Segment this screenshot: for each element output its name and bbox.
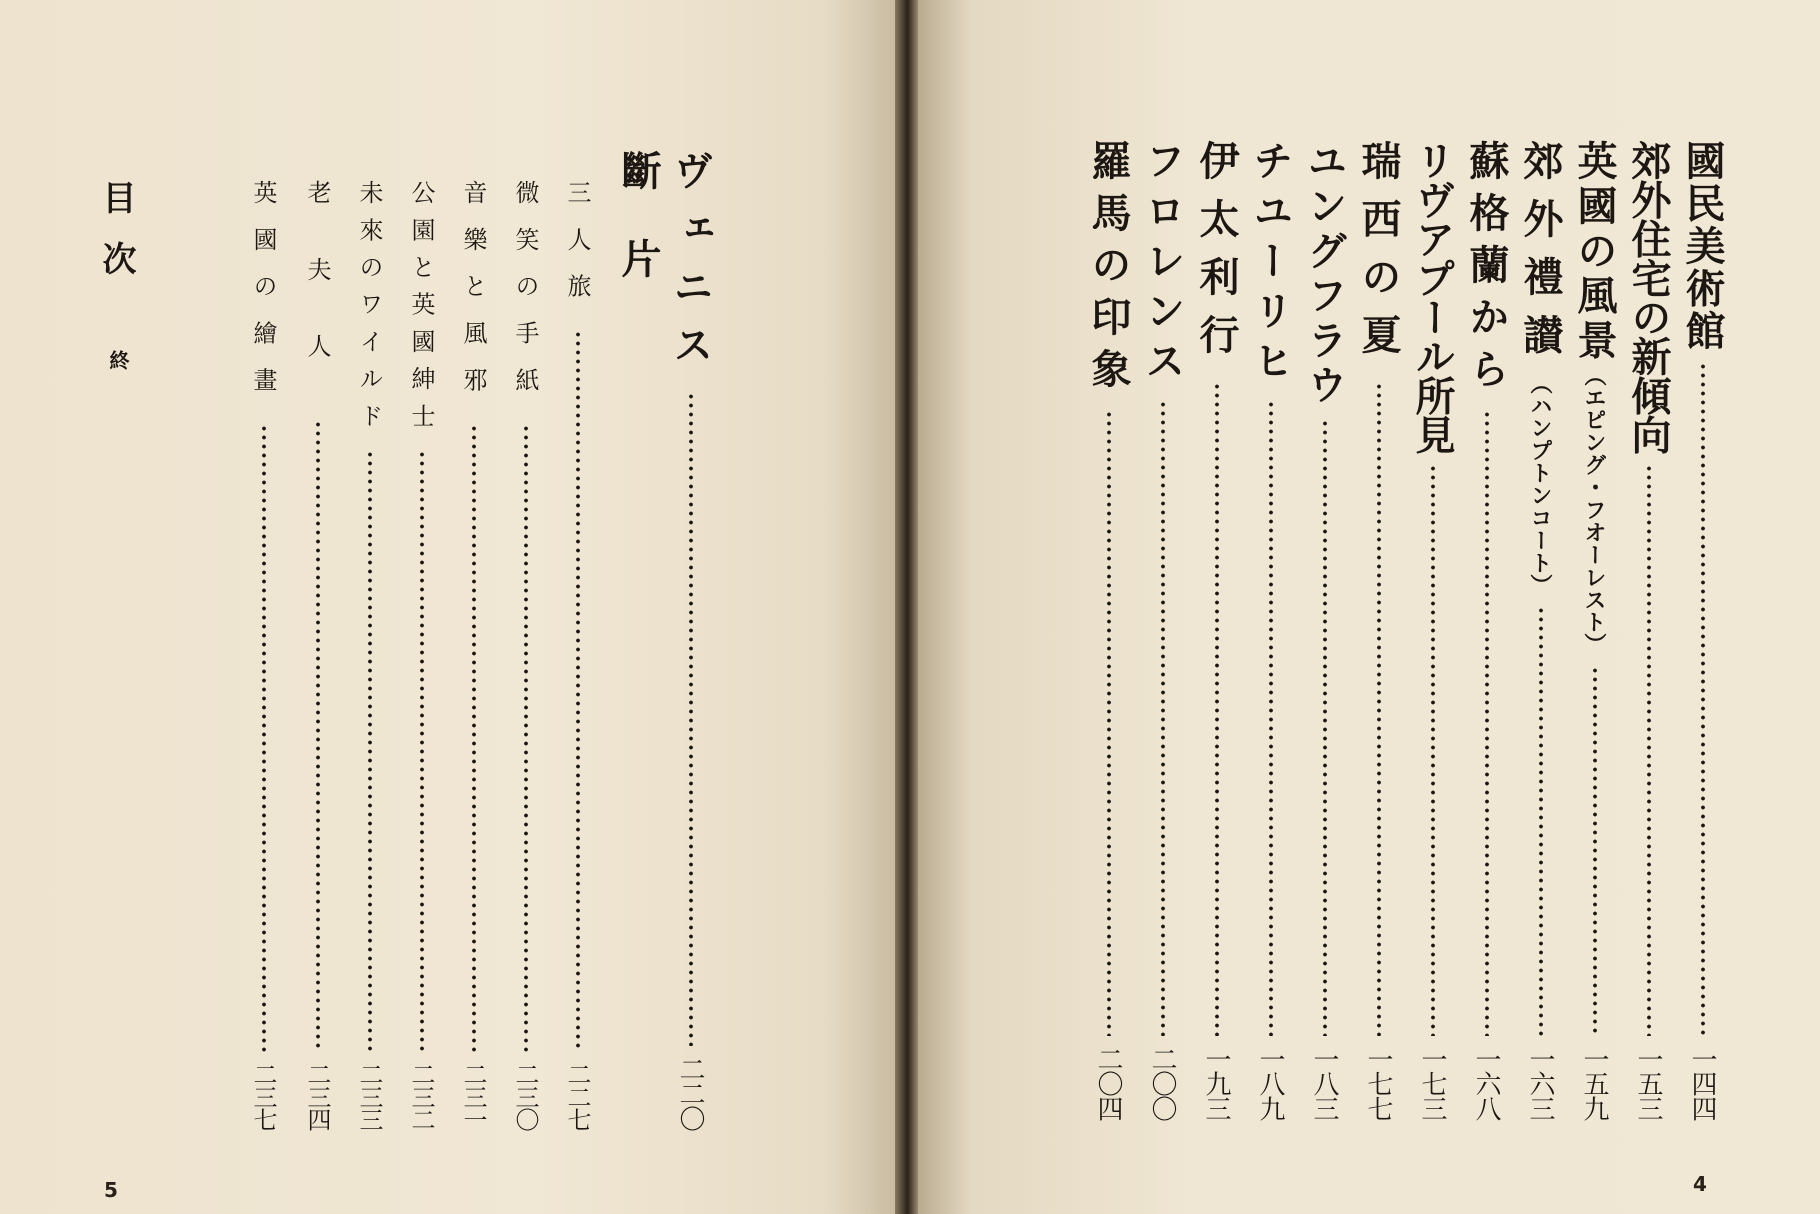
toc-heading-sub-text: 終 xyxy=(106,350,130,370)
toc-entry xyxy=(1134,140,1191,1120)
toc-entry-page: 一五三 xyxy=(1633,1045,1663,1120)
dot-leader xyxy=(316,420,320,1051)
book-gutter xyxy=(895,0,918,1214)
toc-entry xyxy=(1080,140,1137,1120)
toc-entry xyxy=(1404,140,1461,1120)
dot-leader xyxy=(1215,382,1219,1036)
toc-section-title: 斷片 xyxy=(615,150,662,326)
toc-entry-page: 一六三 xyxy=(1525,1045,1555,1120)
toc-entry-page: 二〇四 xyxy=(1093,1045,1123,1120)
toc-entry-title: 國民美術館 xyxy=(1679,140,1726,352)
dot-leader xyxy=(524,424,528,1052)
toc-entry-page: 二〇〇 xyxy=(1147,1045,1177,1120)
toc-entry-title: フロレンス xyxy=(1139,140,1186,390)
toc-entry-page: 二三七 xyxy=(249,1061,277,1130)
toc-entry-subtitle: （エピング・フオーレスト） xyxy=(1581,364,1607,656)
toc-heading-text: 目次 xyxy=(96,180,136,303)
toc-entry xyxy=(1512,140,1569,1120)
dot-leader xyxy=(1593,666,1597,1036)
toc-entry-page: 一六八 xyxy=(1471,1045,1501,1120)
toc-entry-title: 蘇格蘭から xyxy=(1463,140,1510,400)
toc-entry xyxy=(1620,140,1677,1120)
toc-heading-sub xyxy=(104,350,133,370)
toc-entry-title: 羅馬の印象 xyxy=(1085,140,1132,400)
toc-entry-title: 郊外禮讃 xyxy=(1517,140,1564,372)
dot-leader xyxy=(1431,464,1435,1036)
dot-leader xyxy=(1701,362,1705,1036)
dot-leader xyxy=(1377,382,1381,1036)
toc-entry-page: 二二〇 xyxy=(675,1055,705,1130)
dot-leader xyxy=(1269,400,1273,1036)
toc-entry-page: 二三二 xyxy=(407,1061,435,1130)
toc-entry-page: 一四四 xyxy=(1687,1045,1717,1120)
toc-entry-title: 英國の風景 xyxy=(1571,140,1618,364)
dot-leader xyxy=(576,330,580,1051)
toc-entry-title: 伊太利行 xyxy=(1193,140,1240,372)
toc-entry-title: 微笑の手紙 xyxy=(511,180,539,414)
dot-leader xyxy=(1323,419,1327,1036)
toc-entry-page: 一八九 xyxy=(1255,1045,1285,1120)
toc-entry-page: 一九三 xyxy=(1201,1045,1231,1120)
toc-entry-title: ユングフラウ xyxy=(1301,140,1348,409)
toc-entry-subtitle: （ハンプトンコート） xyxy=(1527,372,1553,597)
toc-entry xyxy=(508,180,543,1130)
toc-entry-page: 二三四 xyxy=(303,1061,331,1130)
right-page xyxy=(918,0,1820,1214)
toc-entry xyxy=(662,150,719,1130)
toc-entry-title: 老夫人 xyxy=(303,180,331,411)
toc-entry xyxy=(1674,140,1731,1120)
dot-leader xyxy=(1161,400,1165,1036)
toc-entry-title: 未來のワイルド xyxy=(355,180,383,441)
toc-entry-page: 一七三 xyxy=(1417,1045,1447,1120)
dot-leader xyxy=(262,424,266,1052)
toc-entry xyxy=(1188,140,1245,1120)
toc-entry-title: 郊外住宅の新傾向 xyxy=(1625,140,1672,454)
toc-entry-page: 二二七 xyxy=(563,1061,591,1130)
toc-entry xyxy=(1242,140,1299,1120)
toc-entry-title: 三人旅 xyxy=(563,180,591,321)
dot-leader xyxy=(472,424,476,1052)
dot-leader xyxy=(1107,410,1111,1036)
toc-entry xyxy=(1458,140,1515,1120)
toc-entry-title: 公園と英國紳士 xyxy=(407,180,435,441)
toc-entry-title: チユーリヒ xyxy=(1247,140,1294,390)
toc-entry-title: 瑞西の夏 xyxy=(1355,140,1402,372)
toc-entry xyxy=(352,180,387,1130)
toc-entry xyxy=(1566,140,1623,1120)
dot-leader xyxy=(368,450,372,1051)
toc-entry xyxy=(246,180,281,1130)
page-number: 5 xyxy=(104,1178,118,1202)
page-number: 4 xyxy=(1693,1172,1707,1196)
toc-entry xyxy=(1296,140,1353,1120)
toc-entry-page: 一七七 xyxy=(1363,1045,1393,1120)
toc-entry-page: 二三一 xyxy=(459,1061,487,1130)
toc-entry-page: 二三〇 xyxy=(511,1061,539,1130)
dot-leader xyxy=(689,392,693,1046)
left-page xyxy=(0,0,895,1214)
toc-section xyxy=(610,150,667,450)
toc-entry xyxy=(300,180,335,1130)
toc-heading xyxy=(92,180,141,302)
toc-entry-page: 一八三 xyxy=(1309,1045,1339,1120)
dot-leader xyxy=(420,450,424,1051)
toc-entry-page: 一五九 xyxy=(1579,1045,1609,1120)
dot-leader xyxy=(1539,606,1543,1035)
toc-entry-title: リヴアプール所見 xyxy=(1409,140,1456,454)
toc-entry xyxy=(404,180,439,1130)
toc-entry xyxy=(456,180,491,1130)
toc-entry xyxy=(1350,140,1407,1120)
toc-entry-page: 二三三 xyxy=(355,1061,383,1130)
toc-entry-title: ヴェニス xyxy=(667,150,714,382)
dot-leader xyxy=(1647,464,1651,1036)
toc-entry-title: 音樂と風邪 xyxy=(459,180,487,414)
toc-entry xyxy=(560,180,595,1130)
dot-leader xyxy=(1485,410,1489,1036)
toc-entry-title: 英國の繪畫 xyxy=(249,180,277,414)
